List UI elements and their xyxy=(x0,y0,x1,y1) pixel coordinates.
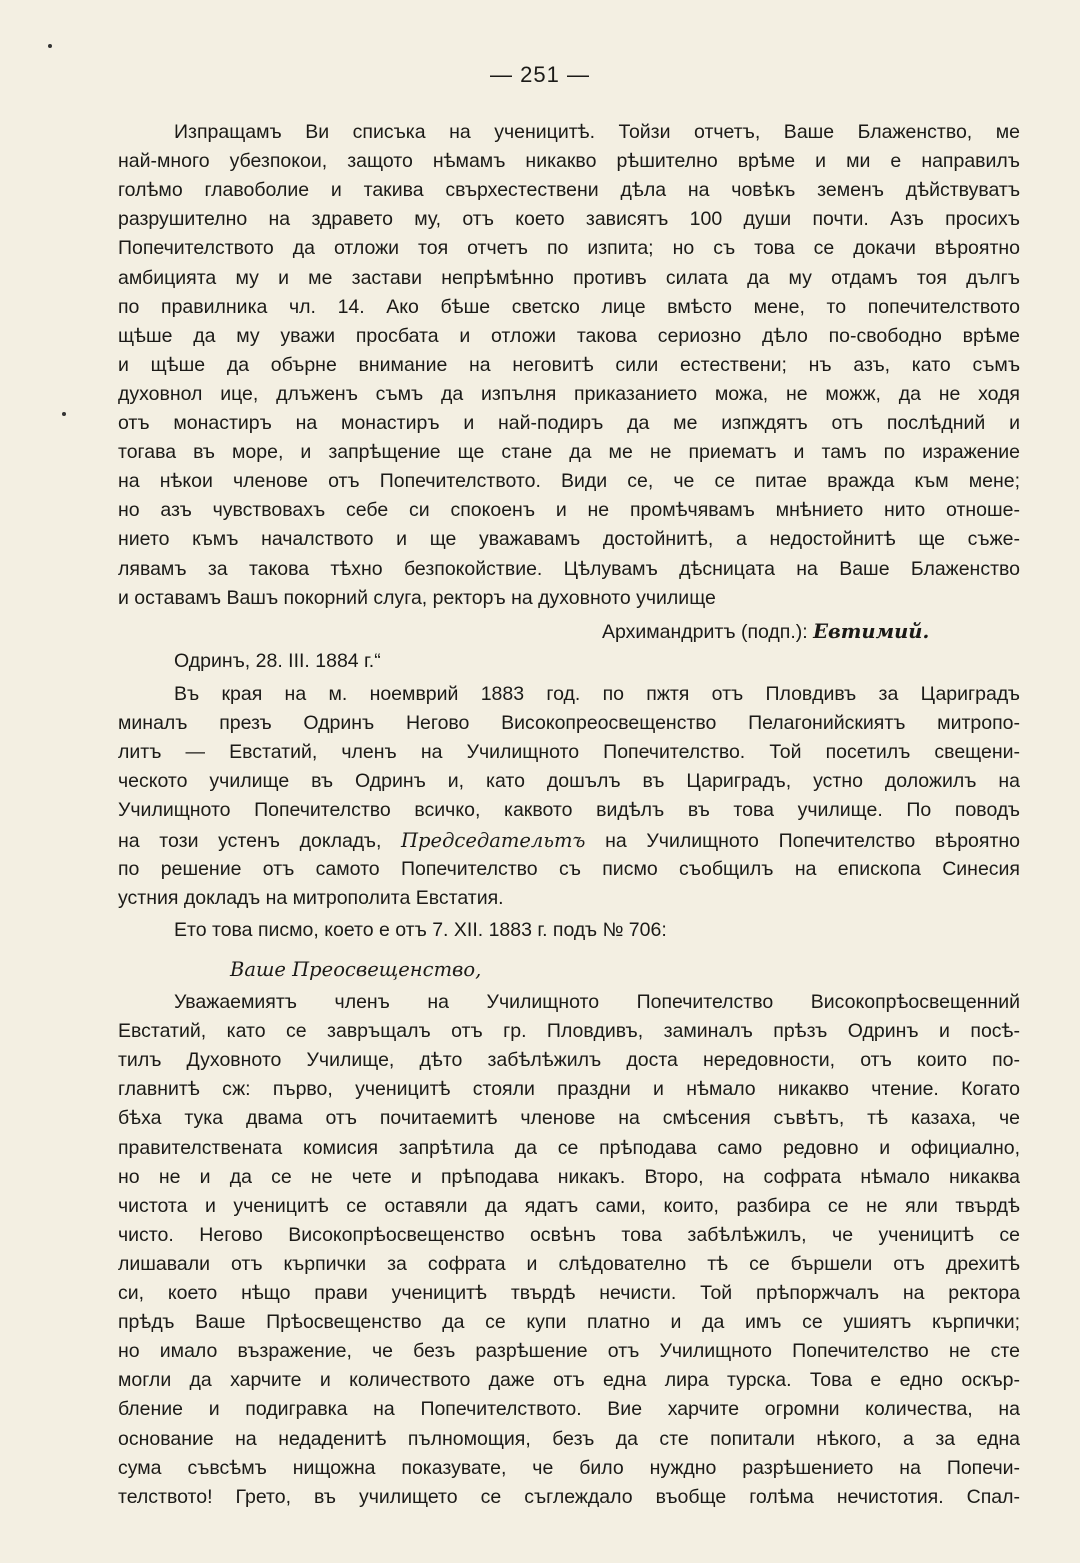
body-text xyxy=(118,0,1020,1563)
letter1-line: но азъ чувствовахъ себе си спокоенъ и не промѣчявамъ мнѣнието нито отноше- xyxy=(118,499,1020,522)
narrative-line-emph xyxy=(118,826,1020,855)
narrative-line: литъ — Евстатий, членъ на Училищното Попечителство. Той посетилъ свещени- xyxy=(118,741,1020,764)
page-number: — 251 — xyxy=(490,62,590,87)
letter1-line: най-много убезпокои, защото нѣмамъ никакво рѣшително врѣме и ми е направилъ xyxy=(118,150,1020,173)
print-speck xyxy=(62,412,66,416)
letter1-line: нието къмъ началството и ще уважавамъ достойнитѣ, а недостойнитѣ ще съже- xyxy=(118,528,1020,551)
letter2-line: си, което нѣщо прави ученицитѣ твърдѣ нечисти. Той прѣпоржчалъ на ректора xyxy=(118,1282,1020,1304)
letter2-line: лишавали отъ кърпички за софрата и слѣдователно тѣ се бършели отъ дрехитѣ xyxy=(118,1252,1020,1275)
letter1-line: на нѣкои членове отъ Попечителството. Види се, че се питае вражда към мене; xyxy=(118,470,1020,493)
salutation: Ваше Преосвещенство, xyxy=(230,958,482,981)
print-speck xyxy=(48,44,52,48)
letter1-line: Попечителството да отложи тоя отчетъ по изпита; но съ това се докачи вѣроятно xyxy=(118,237,1020,260)
place-date: Одринъ, 28. III. 1884 г.“ xyxy=(174,649,381,672)
narrative-line: ческото училище въ Одринъ и, като дошълъ въ Цариградъ, устно доложилъ на xyxy=(118,770,1020,793)
letter1-line: амбицията му и ме застави непрѣмѣнно противъ силата да му отдамъ тоя дългъ xyxy=(118,266,1020,289)
letter1-line: тогава въ море, и запрѣщение ще стане да ме не приематъ и тамъ по изражение xyxy=(118,441,1020,464)
letter2-line: основание на недаденитѣ пълномощия, безъ да сте попитали нѣкого, а за една xyxy=(118,1427,1020,1450)
text-span: на Училищното Попечителство вѣроятно xyxy=(585,829,1020,852)
letter1-line: духовнол ице, длъженъ съмъ да изпълня приказанието можа, не можж, да не ходя xyxy=(118,382,1020,405)
signature-name: Евтимий. xyxy=(813,619,930,643)
letter1-line: голѣмо главоболие и такива свърхестествени дѣла на човѣкъ земенъ дѣйствуватъ xyxy=(118,179,1020,202)
letter1-line: и оставамъ Вашъ покорний слуга, ректоръ на духовното училище xyxy=(118,586,716,609)
letter1-line: лявамъ за такова тѣхно безпокойствие. Цѣлувамъ дѣсницата на Ваше Блаженство xyxy=(118,557,1020,580)
letter1-line: и щѣше да обърне внимание на неговитѣ сили естествени; нъ азъ, като съмъ xyxy=(118,353,1020,376)
narrative-line: Училищното Попечителство всичко, каквото видѣлъ въ това училище. По поводъ xyxy=(118,799,1020,822)
letter2-line: прѣдъ Ваше Прѣосвещенство да се купи платно и да имъ се ушиятъ кърпички; xyxy=(118,1311,1020,1334)
letter2-line: могли да харчите и количеството даже отъ една лира турска. Това е едно оскър- xyxy=(118,1369,1020,1392)
letter2-line: но имало възражение, че безъ разрѣшение отъ Училищното Попечителство не сте xyxy=(118,1340,1020,1363)
text-span: на този устенъ докладъ, xyxy=(118,829,402,852)
letter2-line: бѣха тука двама отъ почитаемитѣ членове на смѣсения съвѣтъ, тѣ казаха, че xyxy=(118,1107,1020,1130)
letter2-line: правителствената комисия запрѣтила да се прѣподава само редовно и официално, xyxy=(118,1136,1020,1159)
letter2-line: сума съвсѣмъ нищожна показувате, че било нуждно разрѣшението на Попечи- xyxy=(118,1456,1020,1479)
letter2-line: чистота и ученицитѣ се оставяли да ядатъ сами, които, разбира се не яли твърдѣ xyxy=(118,1194,1020,1217)
letter2-line: бление и подигравка на Попечителството. Вие харчите огромни количества, на xyxy=(118,1398,1020,1421)
letter2-line: тилъ Духовното Училище, дѣто забѣлѣжилъ доста нередовности, отъ които по- xyxy=(118,1049,1020,1072)
letter1-line: Изпращамъ Ви списъка на ученицитѣ. Тойзи отчетъ, Ваше Блаженство, ме xyxy=(174,121,1020,143)
letter2-line: Уважаемиятъ членъ на Училищното Попечителство Високопрѣосвещенний xyxy=(174,991,1020,1013)
signature xyxy=(602,617,1022,646)
emphasized-word: Председательтъ xyxy=(401,828,586,852)
letter1-line: по правилника чл. 14. Ако бѣше светско лице вмѣсто мене, то попечителството xyxy=(118,295,1020,318)
narrative-line: Въ края на м. ноемврий 1883 год. по пжтя отъ Пловдивъ за Цариградъ xyxy=(174,683,1020,705)
narrative-line: устния докладъ на митрополита Евстатия. xyxy=(118,886,504,909)
letter2-line: но не и да се не чете и прѣподава никакъ. Второ, на софрата нѣмало никаква xyxy=(118,1165,1020,1188)
narrative-line: миналъ презъ Одринъ Негово Високопреосвещенство Пелагонийскиятъ митропо- xyxy=(118,712,1020,735)
letter2-line: Евстатий, като се завръщалъ отъ гр. Пловдивъ, заминалъ прѣзъ Одринъ и посѣ- xyxy=(118,1020,1020,1043)
letter2-line: чисто. Негово Високопрѣосвещенство освѣнъ това забѣлѣжилъ, че ученицитѣ се xyxy=(118,1223,1020,1246)
letter1-line: отъ монастиръ на монастиръ и най-подиръ да ме изпждятъ отъ послѣдний и xyxy=(118,412,1020,434)
letter1-line: щѣше да му уважи просбата и отложи такова сериозно дѣло по-свободно врѣме xyxy=(118,324,1020,347)
letter2-line: главнитѣ сж: първо, ученицитѣ стояли праздни и нѣмало никакво чтение. Когато xyxy=(118,1078,1020,1101)
letter1-line: разрушително на здравето му, отъ което зависятъ 100 души почти. Азъ просихъ xyxy=(118,208,1020,231)
letter-intro: Ето това писмо, което е отъ 7. XII. 1883 г. подъ № 706: xyxy=(174,919,667,941)
narrative-line: по решение отъ самото Попечителство съ писмо съобщилъ на епископа Синесия xyxy=(118,857,1020,880)
letter2-line: телството! Грето, въ училището се съглеждало въобще голѣма нечистотия. Спал- xyxy=(118,1485,1020,1508)
signature-prefix: Архимандритъ (подп.): xyxy=(602,620,814,643)
